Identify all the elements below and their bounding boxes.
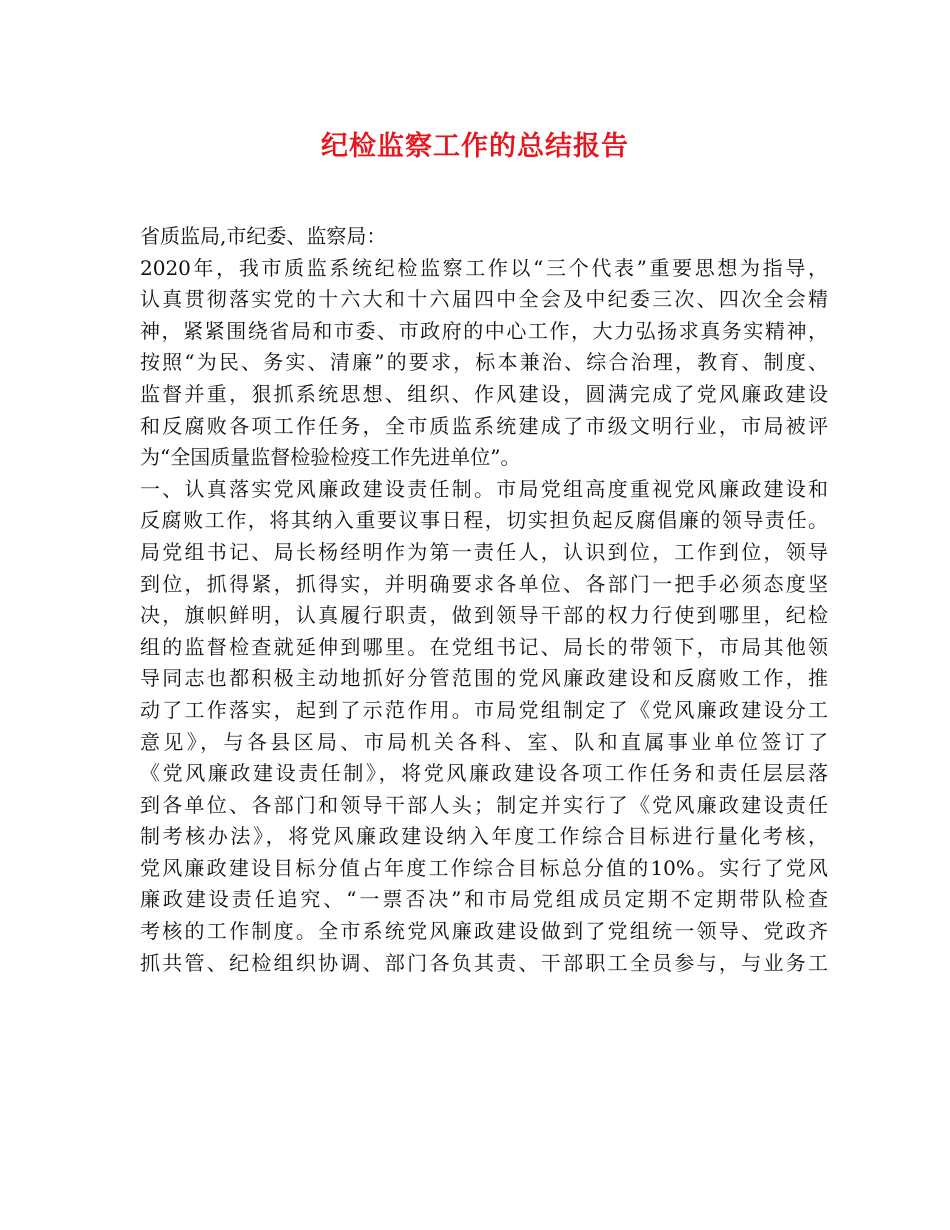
body-line: 意见》，与各县区局、市局机关各科、室、队和直属事业单位签订了 — [140, 729, 828, 754]
body-line: 到各单位、各部门和领导干部人头；制定并实行了《党风廉政建设责任 — [140, 792, 828, 817]
body-line: 神，紧紧围绕省局和市委、市政府的中心工作，大力弘扬求真务实精神， — [140, 318, 828, 343]
body-line: 按照“为民、务实、清廉”的要求，标本兼治、综合治理，教育、制度、 — [140, 350, 828, 375]
body-line: 局党组书记、局长杨经明作为第一责任人，认识到位，工作到位，领导 — [140, 539, 828, 564]
body-line: 到位，抓得紧，抓得实，并明确要求各单位、各部门一把手必须态度坚 — [140, 571, 828, 596]
body-line: 一、认真落实党风廉政建设责任制。市局党组高度重视党风廉政建设和 — [140, 476, 828, 501]
body-line: 组的监督检查就延伸到哪里。在党组书记、局长的带领下，市局其他领 — [140, 634, 828, 659]
body-line: 反腐败工作，将其纳入重要议事日程，切实担负起反腐倡廉的领导责任。 — [140, 508, 828, 533]
body-line: 抓共管、纪检组织协调、部门各负其责、干部职工全员参与，与业务工 — [140, 950, 828, 975]
body-line: 导同志也都积极主动地抓好分管范围的党风廉政建设和反腐败工作，推 — [140, 666, 828, 691]
document-body — [140, 221, 828, 979]
body-line: 制考核办法》，将党风廉政建设纳入年度工作综合目标进行量化考核， — [140, 824, 828, 849]
body-line: 为“全国质量监督检验检疫工作先进单位”。 — [140, 445, 521, 470]
body-line: 动了工作落实，起到了示范作用。市局党组制定了《党风廉政建设分工 — [140, 697, 828, 722]
salutation-line: 省质监局,市纪委、监察局： — [140, 224, 387, 248]
body-line: 党风廉政建设目标分值占年度工作综合目标总分值的10%。实行了党风 — [140, 855, 828, 880]
body-line: 考核的工作制度。全市系统党风廉政建设做到了党组统一领导、党政齐 — [140, 919, 828, 944]
body-line: 认真贯彻落实党的十六大和十六届四中全会及中纪委三次、四次全会精 — [140, 287, 828, 312]
body-line: 2020年，我市质监系统纪检监察工作以“三个代表”重要思想为指导， — [140, 255, 828, 280]
body-line: 决，旗帜鲜明，认真履行职责，做到领导干部的权力行使到哪里，纪检 — [140, 603, 828, 628]
body-line: 监督并重，狠抓系统思想、组织、作风建设，圆满完成了党风廉政建设 — [140, 381, 828, 406]
body-line: 廉政建设责任追究、“一票否决”和市局党组成员定期不定期带队检查 — [140, 887, 828, 912]
body-line: 和反腐败各项工作任务，全市质监系统建成了市级文明行业，市局被评 — [140, 413, 828, 438]
body-line: 《党风廉政建设责任制》，将党风廉政建设各项工作任务和责任层层落 — [140, 761, 828, 786]
document-title: 纪检监察工作的总结报告 — [321, 131, 629, 162]
